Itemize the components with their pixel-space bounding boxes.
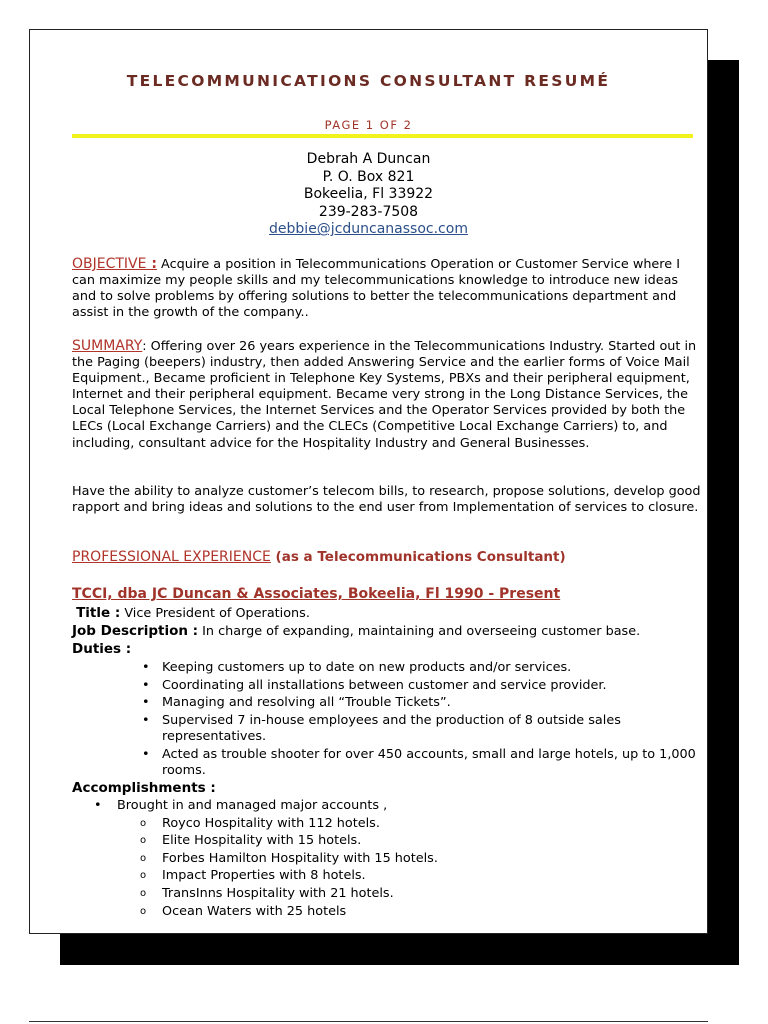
contact-phone: 239-283-7508 — [318, 203, 419, 220]
summary-section — [72, 338, 702, 452]
list-item: o Forbes Hamilton Hospitality with 15 hotels. — [72, 851, 702, 867]
list-item: • Keeping customers up to date on new products and/or services. — [72, 660, 702, 676]
jobdesc-value: In charge of expanding, maintaining and overseeing customer base. — [198, 624, 641, 640]
list-item: • Brought in and managed major accounts , — [72, 798, 702, 814]
duties-list — [72, 660, 702, 779]
objective-text: Acquire a position in Telecommunications Operation or Customer Service where I can maximize my people skills and my telecommunications knowledge to introduce new ideas and to solve problems by offering solutions to better the telecommunications department and assist in the growth of the company.. — [72, 257, 680, 321]
list-item: • Acted as trouble shooter for over 450 accounts, small and large hotels, up to 1,000 rooms. — [72, 747, 702, 779]
contact-email-link[interactable]: debbie@jcduncanassoc.com — [269, 221, 468, 238]
list-item: o Impact Properties with 8 hotels. — [72, 868, 702, 884]
experience-heading-row — [72, 549, 702, 566]
summary-heading: SUMMARY — [72, 338, 143, 354]
summary-text: : Offering over 26 years experience in the Telecommunications Industry. Started out in the Paging (beepers) industry, then added Answering Service and the earlier forms of Voice Mail Equipment., Became proficient in Telephone Key Systems, PBXs and their peripheral equipment, Internet and their peripheral equipment. Became very strong in the Long Distance Services, the Local Telephone Services, the Internet Services and the Operator Services provided by both the LECs (Local Exchange Carriers) and the CLECs (Competitive Local Exchange Carriers) to, and including, consultant advice for the Hospitality Industry and General Businesses. — [72, 339, 697, 451]
title-label: Title : — [76, 605, 121, 621]
accomplishments-list — [72, 798, 702, 920]
contact-city: Bokeelia, Fl 33922 — [303, 186, 434, 203]
page-number: PAGE 1 OF 2 — [324, 118, 413, 132]
objective-heading: OBJECTIVE — [72, 256, 147, 272]
jobdesc-label: Job Description : — [72, 623, 199, 640]
list-item: o Ocean Waters with 25 hotels — [72, 904, 702, 920]
next-page-edge — [29, 1021, 708, 1022]
company-row — [72, 586, 702, 603]
contact-name: Debrah A Duncan — [306, 151, 431, 167]
document-title: TELECOMMUNICATIONS CONSULTANT RESUMÉ — [126, 72, 611, 90]
list-item: • Supervised 7 in-house employees and the production of 8 outside sales representatives. — [72, 713, 702, 745]
objective-section — [72, 256, 702, 321]
resume-page — [29, 29, 708, 934]
duties-label: Duties : — [72, 641, 132, 658]
accomplishments-label: Accomplishments : — [72, 779, 216, 796]
header-divider — [72, 134, 693, 138]
title-line — [72, 605, 702, 622]
experience-subheading: (as a Telecommunications Consultant) — [270, 549, 566, 565]
job-details — [72, 605, 702, 920]
list-item: • Managing and resolving all “Trouble Tickets”. — [72, 695, 702, 711]
title-value: Vice President of Operations. — [120, 606, 310, 621]
experience-heading: PROFESSIONAL EXPERIENCE — [72, 549, 271, 565]
company-heading: TCCI, dba JC Duncan & Associates, Bokeelia, Fl 1990 - Present — [72, 586, 561, 602]
list-item: o Elite Hospitality with 15 hotels. — [72, 833, 702, 849]
contact-block — [30, 151, 707, 239]
jobdesc-line — [72, 623, 702, 640]
list-item: • Coordinating all installations between customer and service provider. — [72, 678, 702, 694]
contact-po-box: P. O. Box 821 — [322, 168, 415, 185]
list-item: o Royco Hospitality with 112 hotels. — [72, 816, 702, 832]
summary-paragraph-2: Have the ability to analyze customer’s telecom bills, to research, propose solutions, develop good rapport and bring ideas and solutions to the end user from Implementation of services to closure. — [72, 484, 701, 516]
objective-colon: : — [146, 256, 157, 272]
list-item: o TransInns Hospitality with 21 hotels. — [72, 886, 702, 902]
